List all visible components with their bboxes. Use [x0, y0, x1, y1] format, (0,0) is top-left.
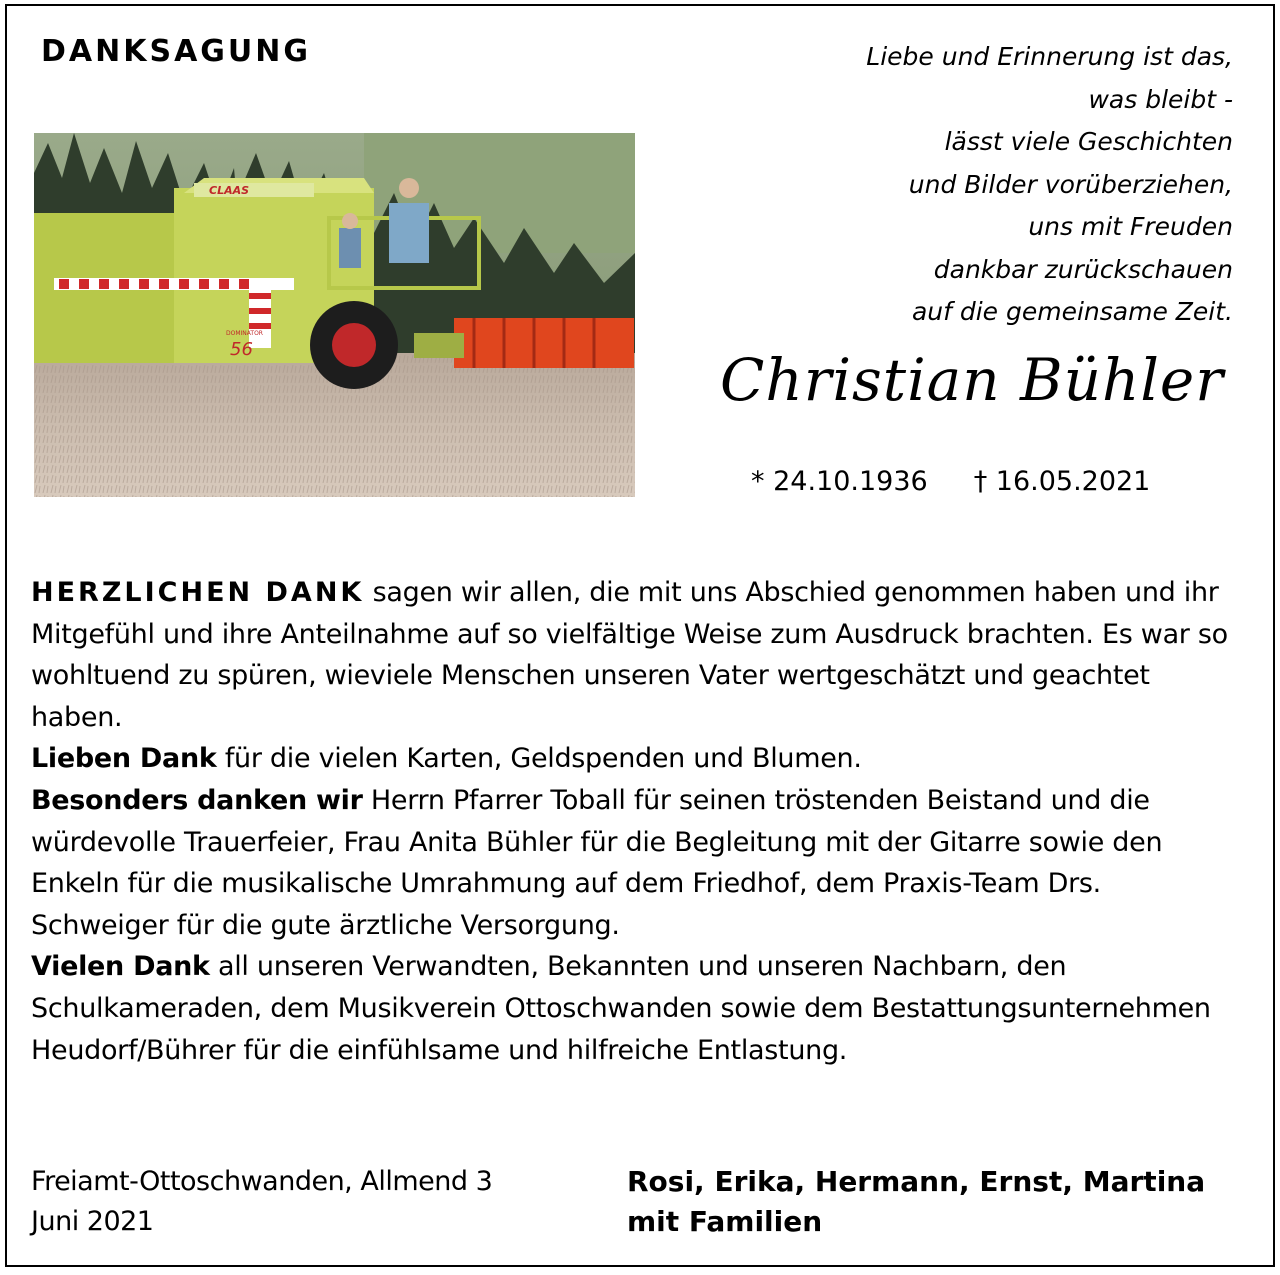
death-date: † 16.05.2021	[973, 466, 1151, 497]
heading: DANKSAGUNG	[41, 34, 312, 69]
paragraph-text: Herrn Pfarrer Toball für seinen tröstenden Beistand und die würdevolle Trauerfeier, Frau Anita Bühler für die Begleitung mit der Gitarre sowie den Enkeln für die musikalische Umrahmung auf dem Friedhof, dem Praxis-Team Drs. Schweiger für die gute ärztliche Versorgung.	[31, 784, 1163, 941]
deceased-name: Christian Bühler	[720, 346, 1224, 414]
paragraph	[31, 572, 1246, 738]
model-number: 56	[230, 339, 253, 360]
life-dates	[751, 466, 1150, 497]
poem-line: lässt viele Geschichten	[944, 127, 1233, 156]
place: Freiamt-Ottoschwanden, Allmend 3	[31, 1166, 493, 1197]
obituary-notice	[5, 4, 1275, 1267]
paragraph-text: sagen wir allen, die mit uns Abschied genommen haben und ihr Mitgefühl und ihre Anteilnahme auf so vielfältige Weise zum Ausdruck brachten. Es war so wohltuend zu spüren, wieviele Menschen unseren Vater wertgeschätzt und geachtet haben.	[31, 577, 1228, 733]
poem-line: was bleibt -	[1088, 84, 1233, 114]
model-label: DOMINATOR	[226, 330, 263, 337]
paragraph	[31, 738, 1246, 780]
brand-label: CLAAS	[209, 184, 250, 197]
paragraph	[31, 780, 1246, 946]
lead-text: Vielen Dank	[31, 951, 210, 983]
poem-line: auf die gemeinsame Zeit.	[911, 297, 1233, 326]
poem	[713, 36, 1233, 334]
paragraph-text: für die vielen Karten, Geldspenden und Blumen.	[216, 743, 862, 775]
lead-text: Besonders danken wir	[31, 784, 363, 816]
poem-line: uns mit Freuden	[1028, 212, 1233, 241]
poem-line: dankbar zurückschauen	[933, 254, 1233, 284]
lead-text: HERZLICHEN DANK	[31, 577, 365, 608]
footer-family	[627, 1162, 1205, 1242]
family-suffix: mit Familien	[627, 1205, 823, 1238]
thank-you-text	[31, 572, 1246, 1071]
harvester-photo	[34, 133, 635, 497]
footer-place	[31, 1162, 492, 1242]
harvester-illustration	[34, 133, 635, 497]
paragraph-text: all unseren Verwandten, Bekannten und unseren Nachbarn, den Schulkameraden, dem Musikverein Ottoschwanden sowie dem Bestattungsunternehmen Heudorf/Bührer für die einfühlsame und hilfreiche Entlastung.	[31, 951, 1211, 1066]
date: Juni 2021	[31, 1206, 154, 1237]
paragraph	[31, 946, 1246, 1071]
birth-date: * 24.10.1936	[751, 466, 928, 497]
lead-text: Lieben Dank	[31, 743, 217, 775]
poem-line: Liebe und Erinnerung ist das,	[866, 42, 1233, 71]
poem-line: und Bilder vorüberziehen,	[908, 169, 1233, 199]
family-names: Rosi, Erika, Hermann, Ernst, Martina	[627, 1165, 1206, 1198]
